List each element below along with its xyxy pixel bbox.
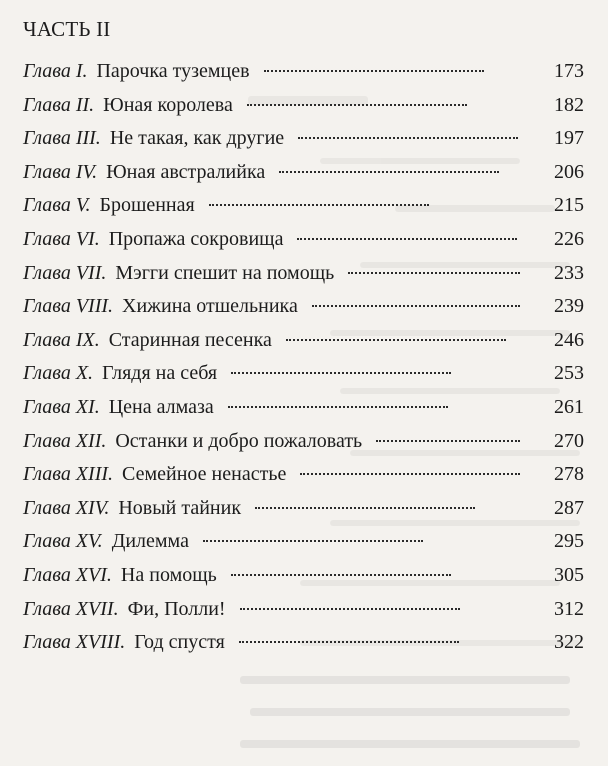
chapter-title: Новый тайник [118, 496, 242, 519]
entry-label [0, 228, 283, 251]
page-number: 233 [554, 261, 584, 284]
dot-leader [231, 574, 451, 576]
entry-label [0, 497, 241, 520]
dot-leader [279, 171, 499, 173]
chapter-title: Цена алмаза [108, 395, 214, 418]
toc-entry [0, 598, 608, 632]
page-number: 253 [554, 362, 584, 385]
chapter-number: Глава VIII. [23, 295, 114, 318]
page-number: 278 [554, 463, 584, 486]
dot-leader [297, 238, 517, 240]
toc-entry [0, 329, 608, 363]
dot-leader [298, 137, 518, 139]
chapter-number: Глава XVI. [23, 563, 112, 586]
toc-entry [0, 228, 608, 262]
chapter-number: Глава XI. [23, 395, 100, 418]
chapter-number: Глава XVIII. [23, 631, 126, 654]
toc-entry [0, 430, 608, 464]
chapter-title: Старинная песенка [108, 328, 272, 351]
dot-leader [240, 608, 460, 610]
chapter-title: Юная австралийка [106, 160, 266, 183]
toc-entry [0, 631, 608, 665]
chapter-title: Останки и добро пожаловать [115, 429, 363, 452]
entry-label [0, 94, 233, 117]
dot-leader [312, 305, 520, 307]
page-number: 239 [554, 295, 584, 318]
chapter-title: Дилемма [111, 530, 189, 553]
page-number: 312 [554, 597, 584, 620]
dot-leader [376, 440, 520, 442]
dot-leader [239, 641, 459, 643]
chapter-number: Глава V. [23, 194, 91, 217]
page-number: 261 [554, 395, 584, 418]
toc-entry [0, 564, 608, 598]
chapter-number: Глава XIII. [23, 463, 114, 486]
page-number: 270 [554, 429, 584, 452]
section-heading: ЧАСТЬ II [23, 17, 111, 41]
chapter-number: Глава VII. [23, 261, 107, 284]
toc-entry [0, 262, 608, 296]
chapter-number: Глава XII. [23, 429, 107, 452]
entry-label [0, 127, 284, 150]
chapter-number: Глава X. [23, 362, 94, 385]
page-number: 197 [554, 127, 584, 150]
toc-entry [0, 396, 608, 430]
chapter-number: Глава I. [23, 60, 88, 82]
page-number: 322 [554, 631, 584, 654]
entry-label [0, 60, 250, 83]
chapter-number: Глава VI. [23, 227, 100, 250]
table-of-contents [0, 60, 608, 665]
chapter-number: Глава XV. [23, 530, 103, 553]
toc-entry [0, 194, 608, 228]
dot-leader [300, 473, 520, 475]
chapter-title: Фи, Полли! [127, 597, 226, 620]
chapter-title: Хижина отшельника [122, 295, 298, 318]
dot-leader [231, 372, 451, 374]
dot-leader [228, 406, 448, 408]
chapter-number: Глава III. [23, 127, 101, 150]
page-number: 206 [554, 160, 584, 183]
page-number: 246 [554, 328, 584, 351]
chapter-title: Парочка туземцев [96, 60, 250, 82]
entry-label [0, 362, 217, 385]
dot-leader [203, 540, 423, 542]
toc-entry [0, 295, 608, 329]
chapter-title: Семейное ненастье [122, 463, 287, 486]
toc-entry [0, 362, 608, 396]
chapter-title: Юная королева [103, 93, 233, 116]
toc-entry [0, 497, 608, 531]
chapter-title: Год спустя [134, 631, 225, 654]
toc-entry [0, 94, 608, 128]
dot-leader [255, 507, 475, 509]
dot-leader [264, 70, 484, 72]
page-number: 305 [554, 563, 584, 586]
page-number: 182 [554, 93, 584, 116]
entry-label [0, 631, 225, 654]
dot-leader [348, 272, 520, 274]
chapter-title: Не такая, как другие [109, 127, 285, 150]
page-number: 226 [554, 227, 584, 250]
toc-entry [0, 161, 608, 195]
page-number: 173 [554, 60, 584, 82]
chapter-title: Мэгги спешит на помощь [115, 261, 335, 284]
page-number: 215 [554, 194, 584, 217]
entry-label [0, 161, 265, 184]
entry-label [0, 262, 334, 285]
chapter-title: Глядя на себя [102, 362, 218, 385]
chapter-title: Пропажа сокровища [108, 227, 284, 250]
toc-entry [0, 60, 608, 94]
entry-label [0, 463, 286, 486]
entry-label [0, 564, 217, 587]
toc-entry [0, 127, 608, 161]
chapter-number: Глава IV. [23, 160, 98, 183]
page-number: 287 [554, 496, 584, 519]
entry-label [0, 396, 214, 419]
entry-label [0, 598, 226, 621]
dot-leader [209, 204, 429, 206]
entry-label [0, 295, 298, 318]
chapter-title: Брошенная [99, 194, 195, 217]
entry-label [0, 430, 362, 453]
chapter-number: Глава XVII. [23, 597, 119, 620]
dot-leader [247, 104, 467, 106]
dot-leader [286, 339, 506, 341]
chapter-number: Глава II. [23, 93, 95, 116]
entry-label [0, 530, 189, 553]
toc-entry [0, 530, 608, 564]
entry-label [0, 329, 272, 352]
toc-entry [0, 463, 608, 497]
chapter-number: Глава XIV. [23, 496, 110, 519]
page-number: 295 [554, 530, 584, 553]
chapter-number: Глава IX. [23, 328, 100, 351]
entry-label [0, 194, 195, 217]
chapter-title: На помощь [120, 563, 217, 586]
